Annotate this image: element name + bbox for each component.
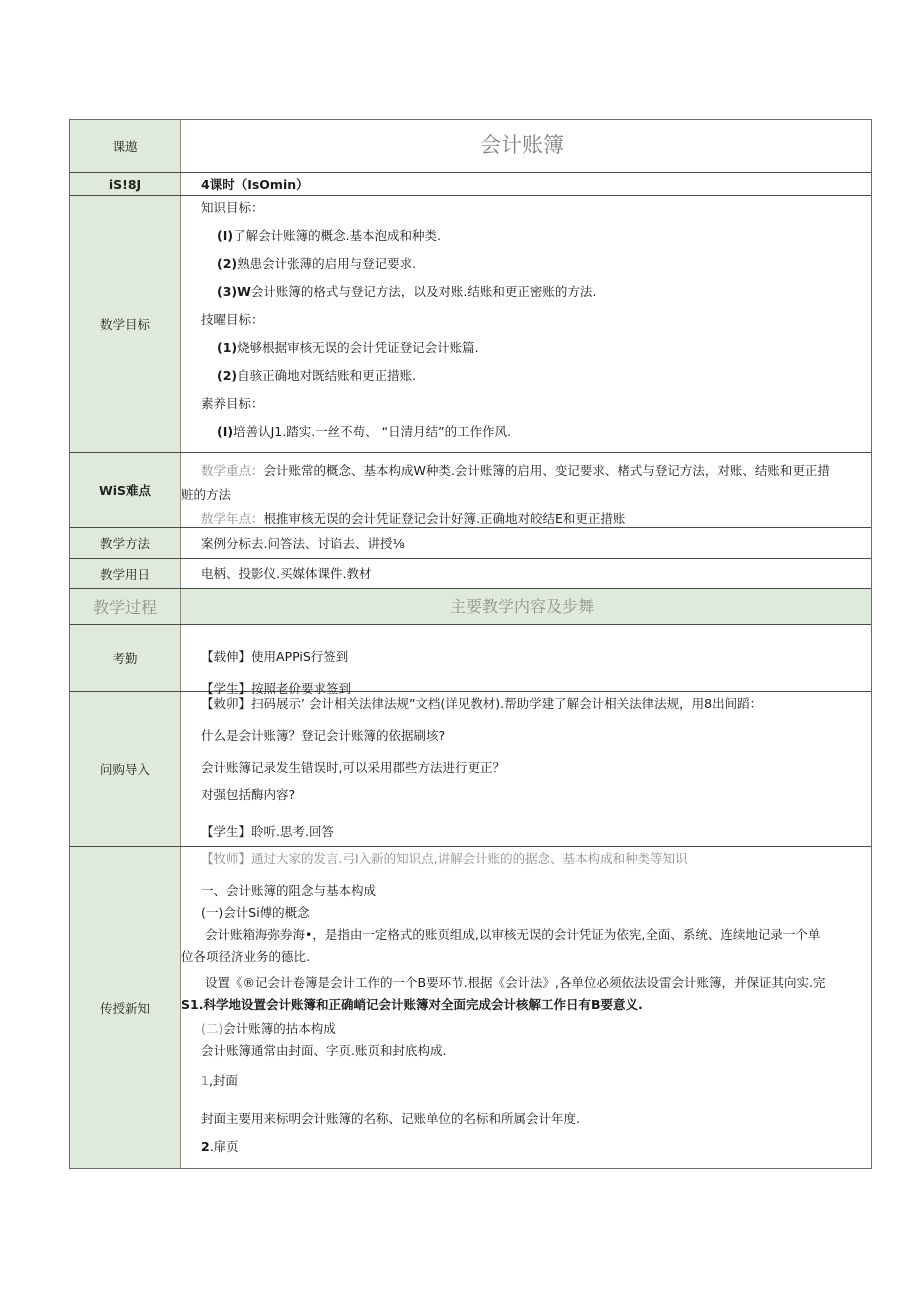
tools-row (70, 558, 871, 588)
knowledge-item: (I)了解会计账簿的概念.基本泡成和种类. (217, 228, 442, 243)
objectives-content (181, 196, 871, 452)
intro-question: 会计账簿记录发生错误时,可以采用郡些方法进行更正？ (201, 760, 505, 775)
intro-content (181, 692, 871, 846)
quality-item: (I)培善认J1.踏实.一丝不苟、 “日清月结”的工作作风. (217, 424, 512, 439)
teaching-teacher-line: 【牧师】通过大家的发言.弓I入新的知识点,讲解会计账的的据念、基本构成和种类等知识 (201, 851, 688, 866)
methods-value: 案例分标去.问答法、讨谄去、讲授⅛ (201, 535, 405, 551)
lesson-plan-table (69, 119, 872, 1169)
section-heading-1: 一、会计账簿的阻念与基本构成 (201, 883, 377, 898)
quality-title: 素养目标： (201, 396, 264, 411)
teaching-label: 传授新知 (70, 847, 181, 1168)
key-text: 会计账常的概念、基本构成W种类.会计账簿的启用、变记要求、楮式与登记方法，对账、结账和更正措 (263, 463, 830, 478)
attendance-row (70, 624, 871, 696)
attendance-label: 考勤 (70, 625, 181, 691)
intro-student-line: 【学生】聆听.思考.回答 (201, 824, 334, 839)
skill-item: (1)烧够根据审核无误的会计凭证登记会计账篇. (217, 340, 479, 355)
skill-title: 技曜目标： (201, 312, 264, 327)
hours-row (70, 172, 871, 195)
tools-value: 电柄、投影仪.买媒体课件.教材 (201, 566, 372, 581)
teaching-row (70, 846, 871, 1168)
key-text-cont: 赃的方法 (181, 487, 232, 502)
process-header-left: 教学过程 (70, 589, 181, 624)
topic-label: 课遨 (70, 120, 181, 172)
intro-question: 对强包括酶内容? (201, 787, 296, 802)
teaching-content (181, 847, 871, 1168)
keypoints-content (181, 453, 871, 527)
paragraph: 会计账箱海弥券海•，是指由一定格式的账页组成,以审核无误的会计凭证为依宪,全面、系统、连续地记录一个单 (205, 927, 821, 942)
key-title: 数学重点： (201, 463, 264, 478)
hours-label: iS!8J (70, 173, 181, 195)
paragraph-cont: S1.科学地设置会计账簿和正确峭记会计账簿对全面完成会计核解工作日有B要意义. (181, 997, 643, 1012)
objectives-label: 数学目标 (70, 196, 181, 452)
knowledge-title: 知识目标： (201, 200, 264, 215)
attendance-teacher-line: 【载伸】使用APPiS行签到 (201, 649, 349, 664)
objectives-row (70, 195, 871, 452)
process-header-row (70, 588, 871, 624)
paragraph-cont: 位各项径济业务的德比. (181, 949, 310, 964)
paragraph: 封面主要用来标明会计账簿的名称、记账单位的名标和所属会计年度. (201, 1111, 580, 1126)
intro-question: 什么是会计账簿？登记会计账簿的依据刷垓? (201, 728, 446, 743)
paragraph: 会计账簿通常由封面、字页.账页和封底构成. (201, 1043, 447, 1058)
attendance-content (181, 625, 871, 696)
keypoints-row (70, 452, 871, 527)
process-header-right: 主要教学内容及步舞 (181, 589, 871, 624)
methods-label: 教学方法 (70, 528, 181, 558)
skill-item: (2)自骇正确地对既结账和更正措账. (217, 368, 417, 383)
intro-label: 问购导入 (70, 692, 181, 846)
intro-teacher-line: 【敕卯】扫码展示’ 会计相关法律法规”文档(详见教材).帮助学建了解会计相关法律法规，用8出间蹈： (201, 696, 763, 711)
hours-value: 4课时（IsOmin） (201, 176, 309, 192)
difficulty-text: 根推审核无误的会计凭证登记会计好簿.正确地对皎结E和更正措账 (263, 511, 626, 526)
knowledge-item: (3)W会计账簿的格式与登记方法，以及对账.结账和更正密账的方法. (217, 284, 597, 299)
intro-row (70, 691, 871, 846)
methods-row (70, 527, 871, 558)
paragraph: 设置《®记会计卷簿是会计工作的一个B要环节.根据《会计法》,各单位必须依法设雷会计账簿，并保证其向实.完 (205, 975, 826, 990)
topic-row (70, 120, 871, 172)
subsection-heading-2: (二)会计账簿的拈本构成 (201, 1021, 336, 1036)
list-item-flyleaf: 2.扉页 (201, 1139, 239, 1154)
keypoints-label: WiS难点 (70, 453, 181, 527)
attendance-student-line: 【学生】按照老价要求签到 (201, 681, 352, 696)
tools-label: 教学用日 (70, 559, 181, 588)
list-item-cover: 1,封面 (201, 1073, 238, 1088)
lesson-title: 会计账簿 (480, 133, 564, 158)
difficulty-title: 敖学年点： (201, 511, 264, 526)
knowledge-item: (2)熟患会计张薄的启用与登记要求. (217, 256, 417, 271)
subsection-heading-1: (一)会计Si傅的概念 (201, 905, 310, 920)
